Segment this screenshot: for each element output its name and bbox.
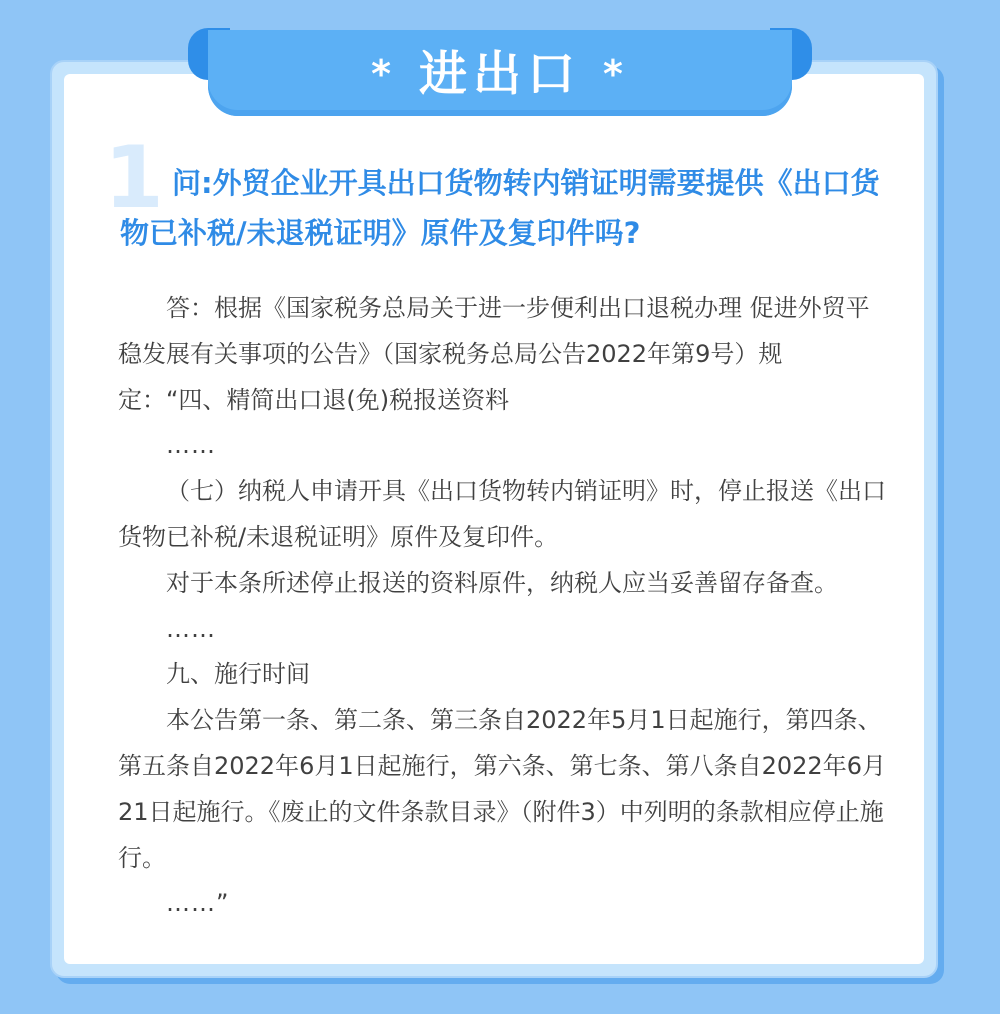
star-left-icon: * [371, 52, 397, 96]
answer-paragraph: 本公告第一条、第二条、第三条自2022年5月1日起施行，第四条、第五条自2022年6月1日起施行，第六条、第七条、第八条自2022年6月21日起施行。《废止的文件条款目录》（附件3）中列明的条款相应停止施行。 [118, 706, 886, 872]
answer-ellipsis: …… [166, 431, 216, 460]
answer-paragraph: 对于本条所述停止报送的资料原件，纳税人应当妥善留存备查。 [166, 568, 838, 597]
answer-ellipsis: ……” [166, 889, 230, 918]
star-right-icon: * [603, 52, 629, 96]
question-number: 1 [104, 128, 164, 228]
title-ribbon [208, 30, 792, 116]
answer-paragraph: 答：根据《国家税务总局关于进一步便利出口退税办理 促进外贸平稳发展有关事项的公告》（国家税务总局公告2022年第9号）规定：“四、精简出口退(免)税报送资料 [118, 294, 870, 414]
question-text: 问:外贸企业开具出口货物转内销证明需要提供《出口货物已补税/未退税证明》原件及复印件吗? [120, 166, 880, 250]
answer-section-heading: 九、施行时间 [166, 660, 310, 689]
section-title [208, 46, 792, 102]
section-title-text: 进出口 [418, 46, 581, 102]
answer-body [118, 286, 890, 927]
answer-ellipsis: …… [166, 614, 216, 643]
answer-paragraph: （七）纳税人申请开具《出口货物转内销证明》时，停止报送《出口货物已补税/未退税证明》原件及复印件。 [118, 477, 886, 551]
question-heading [120, 158, 890, 258]
